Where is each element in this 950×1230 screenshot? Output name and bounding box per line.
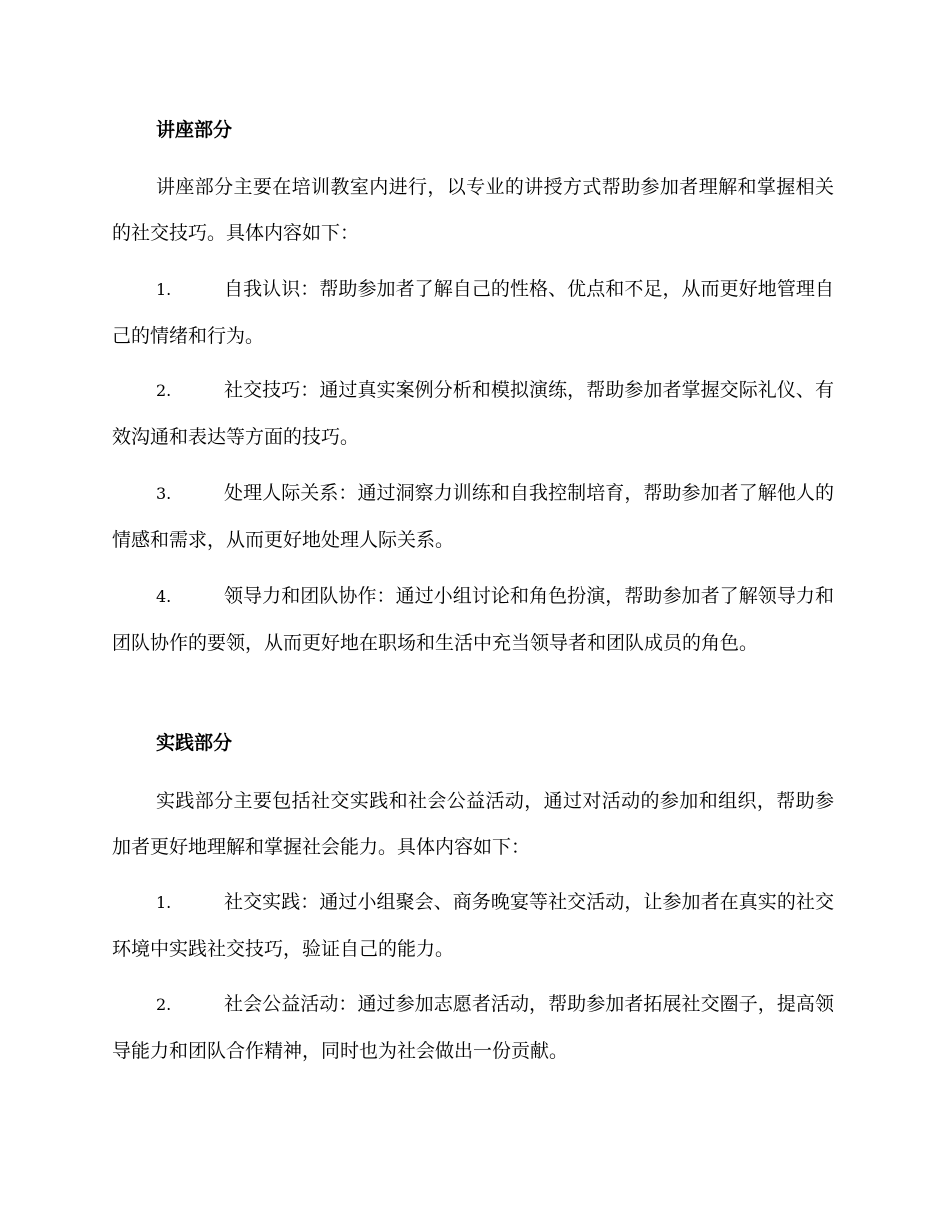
list-item-text: 社交技巧：通过真实案例分析和模拟演练，帮助参加者掌握交际礼仪、有效沟通和表达等方面的技巧。 — [112, 379, 834, 448]
practice-intro-paragraph: 实践部分主要包括社交实践和社会公益活动，通过对活动的参加和组织，帮助参加者更好地理解和掌握社会能力。具体内容如下： — [112, 790, 834, 858]
section-heading-practice: 实践部分 — [156, 732, 233, 754]
list-item-number: 1. — [156, 893, 172, 912]
list-item-text: 领导力和团队协作：通过小组讨论和角色扮演，帮助参加者了解领导力和团队协作的要领，从而更好地在职场和生活中充当领导者和团队成员的角色。 — [112, 585, 834, 654]
list-item-text: 处理人际关系：通过洞察力训练和自我控制培育，帮助参加者了解他人的情感和需求，从而更好地处理人际关系。 — [112, 482, 834, 551]
practice-list-item — [112, 879, 834, 972]
list-item-text: 自我认识：帮助参加者了解自己的性格、优点和不足，从而更好地管理自己的情绪和行为。 — [112, 278, 834, 347]
lecture-list-item — [112, 573, 834, 666]
list-item-number: 3. — [156, 484, 172, 503]
list-item-number: 2. — [156, 381, 172, 400]
list-item-number: 4. — [156, 587, 172, 606]
practice-list-item — [112, 981, 834, 1074]
list-item-text: 社会公益活动：通过参加志愿者活动，帮助参加者拓展社交圈子，提高领导能力和团队合作精神，同时也为社会做出一份贡献。 — [112, 993, 834, 1062]
lecture-intro-paragraph: 讲座部分主要在培训教室内进行，以专业的讲授方式帮助参加者理解和掌握相关的社交技巧。具体内容如下： — [112, 176, 834, 244]
section-heading-lecture: 讲座部分 — [156, 119, 233, 141]
lecture-list-item — [112, 266, 834, 359]
list-item-number: 2. — [156, 995, 172, 1014]
lecture-list-item — [112, 470, 834, 563]
list-item-number: 1. — [156, 280, 172, 299]
list-item-text: 社交实践：通过小组聚会、商务晚宴等社交活动，让参加者在真实的社交环境中实践社交技巧，验证自己的能力。 — [112, 891, 834, 960]
lecture-list-item — [112, 367, 834, 460]
